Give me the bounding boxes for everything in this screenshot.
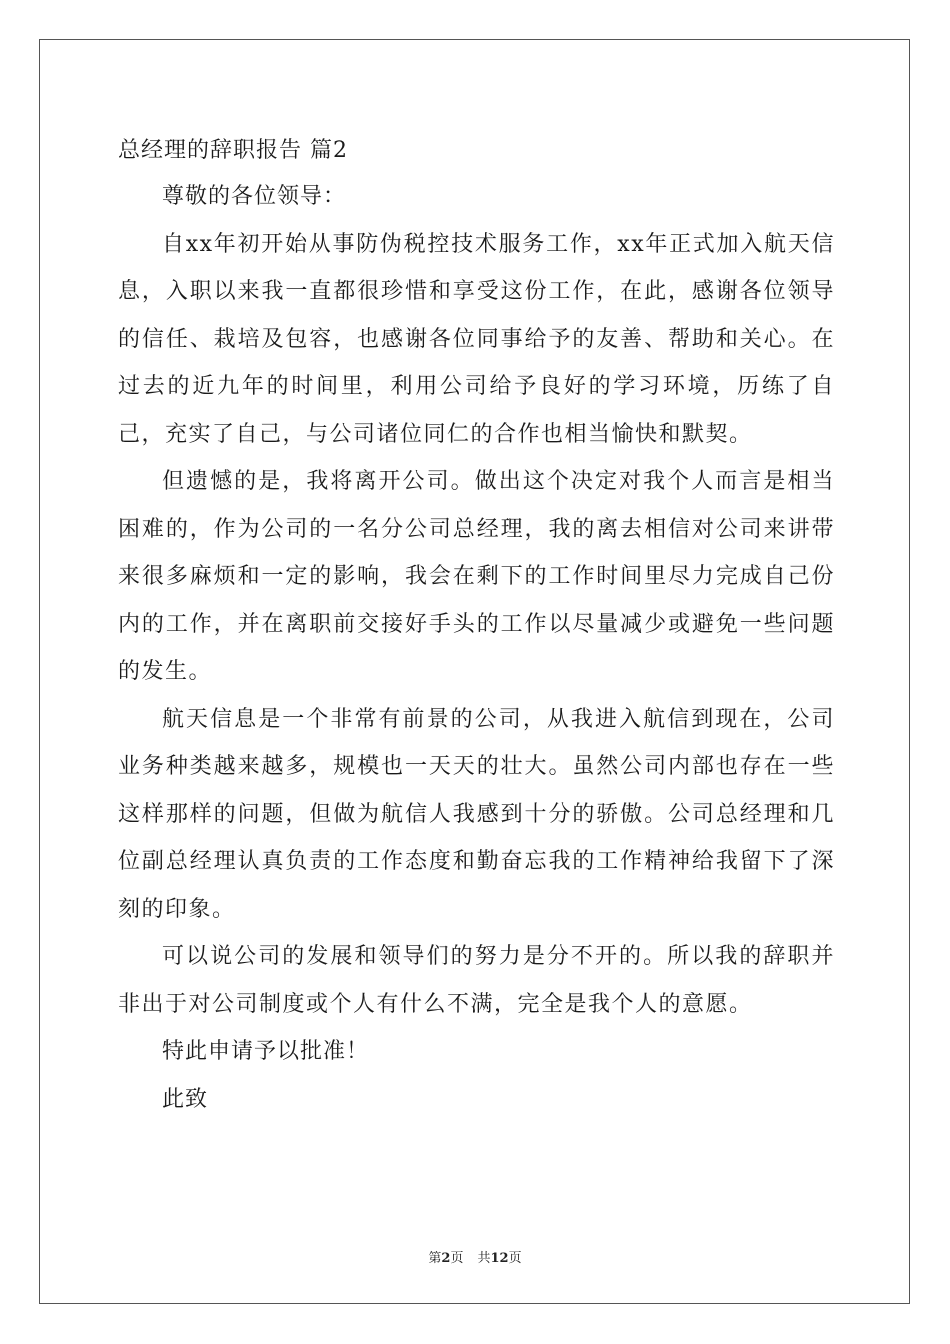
paragraph-1: 自xx年初开始从事防伪税控技术服务工作，xx年正式加入航天信息，入职以来我一直都很珍惜和享受这份工作，在此，感谢各位领导的信任、栽培及包容，也感谢各位同事给予的友善、帮助和关心。在过去的近九年的时间里，利用公司给予良好的学习环境，历练了自己，充实了自己，与公司诸位同仁的合作也相当愉快和默契。 xyxy=(118,231,835,447)
page-unit: 页 xyxy=(450,1251,464,1266)
page-total: 12 xyxy=(490,1251,509,1266)
total-unit: 页 xyxy=(508,1251,522,1266)
page-prefix: 第 xyxy=(428,1251,442,1266)
document-body xyxy=(118,128,835,1123)
request-line: 特此申请予以批准！ xyxy=(162,1039,370,1064)
total-prefix: 共 xyxy=(477,1251,491,1266)
page-current: 2 xyxy=(441,1251,451,1266)
page-footer xyxy=(0,1247,950,1266)
paragraph-3: 航天信息是一个非常有前景的公司，从我进入航信到现在，公司业务种类越来越多，规模也一天天的壮大。虽然公司内部也存在一些这样那样的问题，但做为航信人我感到十分的骄傲。公司总经理和几位副总经理认真负责的工作态度和勤奋忘我的工作精神给我留下了深刻的印象。 xyxy=(118,706,835,922)
paragraph-2: 但遗憾的是，我将离开公司。做出这个决定对我个人而言是相当困难的，作为公司的一名分公司总经理，我的离去相信对公司来讲带来很多麻烦和一定的影响，我会在剩下的工作时间里尽力完成自己份内的工作，并在离职前交接好手头的工作以尽量减少或避免一些问题的发生。 xyxy=(118,469,835,684)
document-title: 总经理的辞职报告 篇2 xyxy=(118,138,348,163)
closing-line: 此致 xyxy=(162,1086,209,1112)
salutation: 尊敬的各位领导： xyxy=(162,184,347,209)
paragraph-4: 可以说公司的发展和领导们的努力是分不开的。所以我的辞职并非出于对公司制度或个人有什么不满，完全是我个人的意愿。 xyxy=(118,944,835,1017)
